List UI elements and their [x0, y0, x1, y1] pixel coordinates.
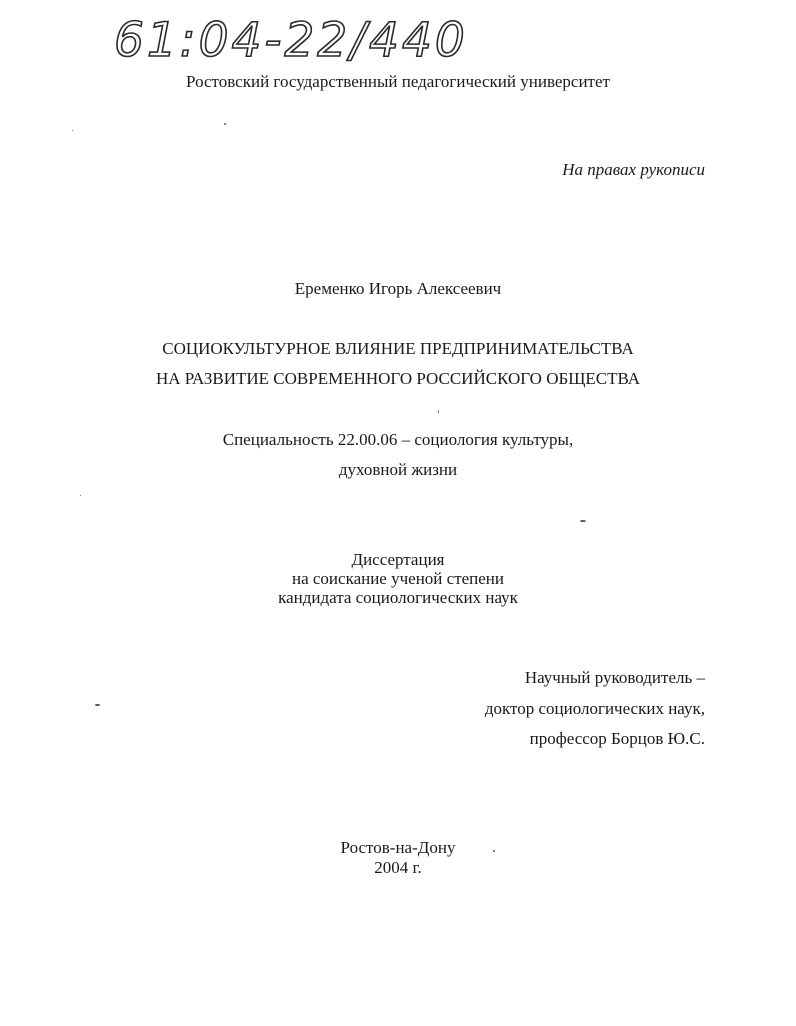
degree-line-2: на соискание ученой степени — [291, 569, 505, 588]
supervisor-line-3: профессор Борцов Ю.С. — [529, 729, 705, 748]
supervisor-line-2: доктор социологических наук, — [484, 699, 705, 718]
degree-line-3: кандидата социологических наук — [278, 588, 518, 607]
year: 2004 г. — [374, 858, 422, 877]
scan-speck — [80, 495, 81, 496]
manuscript-note: На правах рукописи — [562, 160, 705, 179]
scan-speck — [438, 410, 439, 413]
specialty-line-1: Специальность 22.00.06 – социология культуры, — [222, 430, 574, 449]
supervisor-line-1: Научный руководитель – — [524, 668, 705, 687]
scan-speck — [72, 130, 73, 131]
handwritten-archive-number — [108, 6, 508, 66]
scan-speck — [580, 520, 586, 522]
university-name: Ростовский государственный педагогический университет — [186, 72, 610, 91]
scan-speck — [95, 704, 100, 706]
scan-speck — [224, 123, 226, 125]
city: Ростов-на-Дону — [340, 838, 456, 857]
scan-speck — [493, 850, 495, 852]
archive-number-text: 61:04-22/440 — [114, 13, 468, 66]
author-name: Еременко Игорь Алексеевич — [294, 279, 502, 298]
specialty-line-2: духовной жизни — [338, 460, 458, 479]
title-line-1: СОЦИОКУЛЬТУРНОЕ ВЛИЯНИЕ ПРЕДПРИНИМАТЕЛЬСТВА — [162, 339, 634, 358]
title-line-2: НА РАЗВИТИЕ СОВРЕМЕННОГО РОССИЙСКОГО ОБЩЕСТВА — [155, 369, 641, 388]
degree-line-1: Диссертация — [351, 550, 445, 569]
